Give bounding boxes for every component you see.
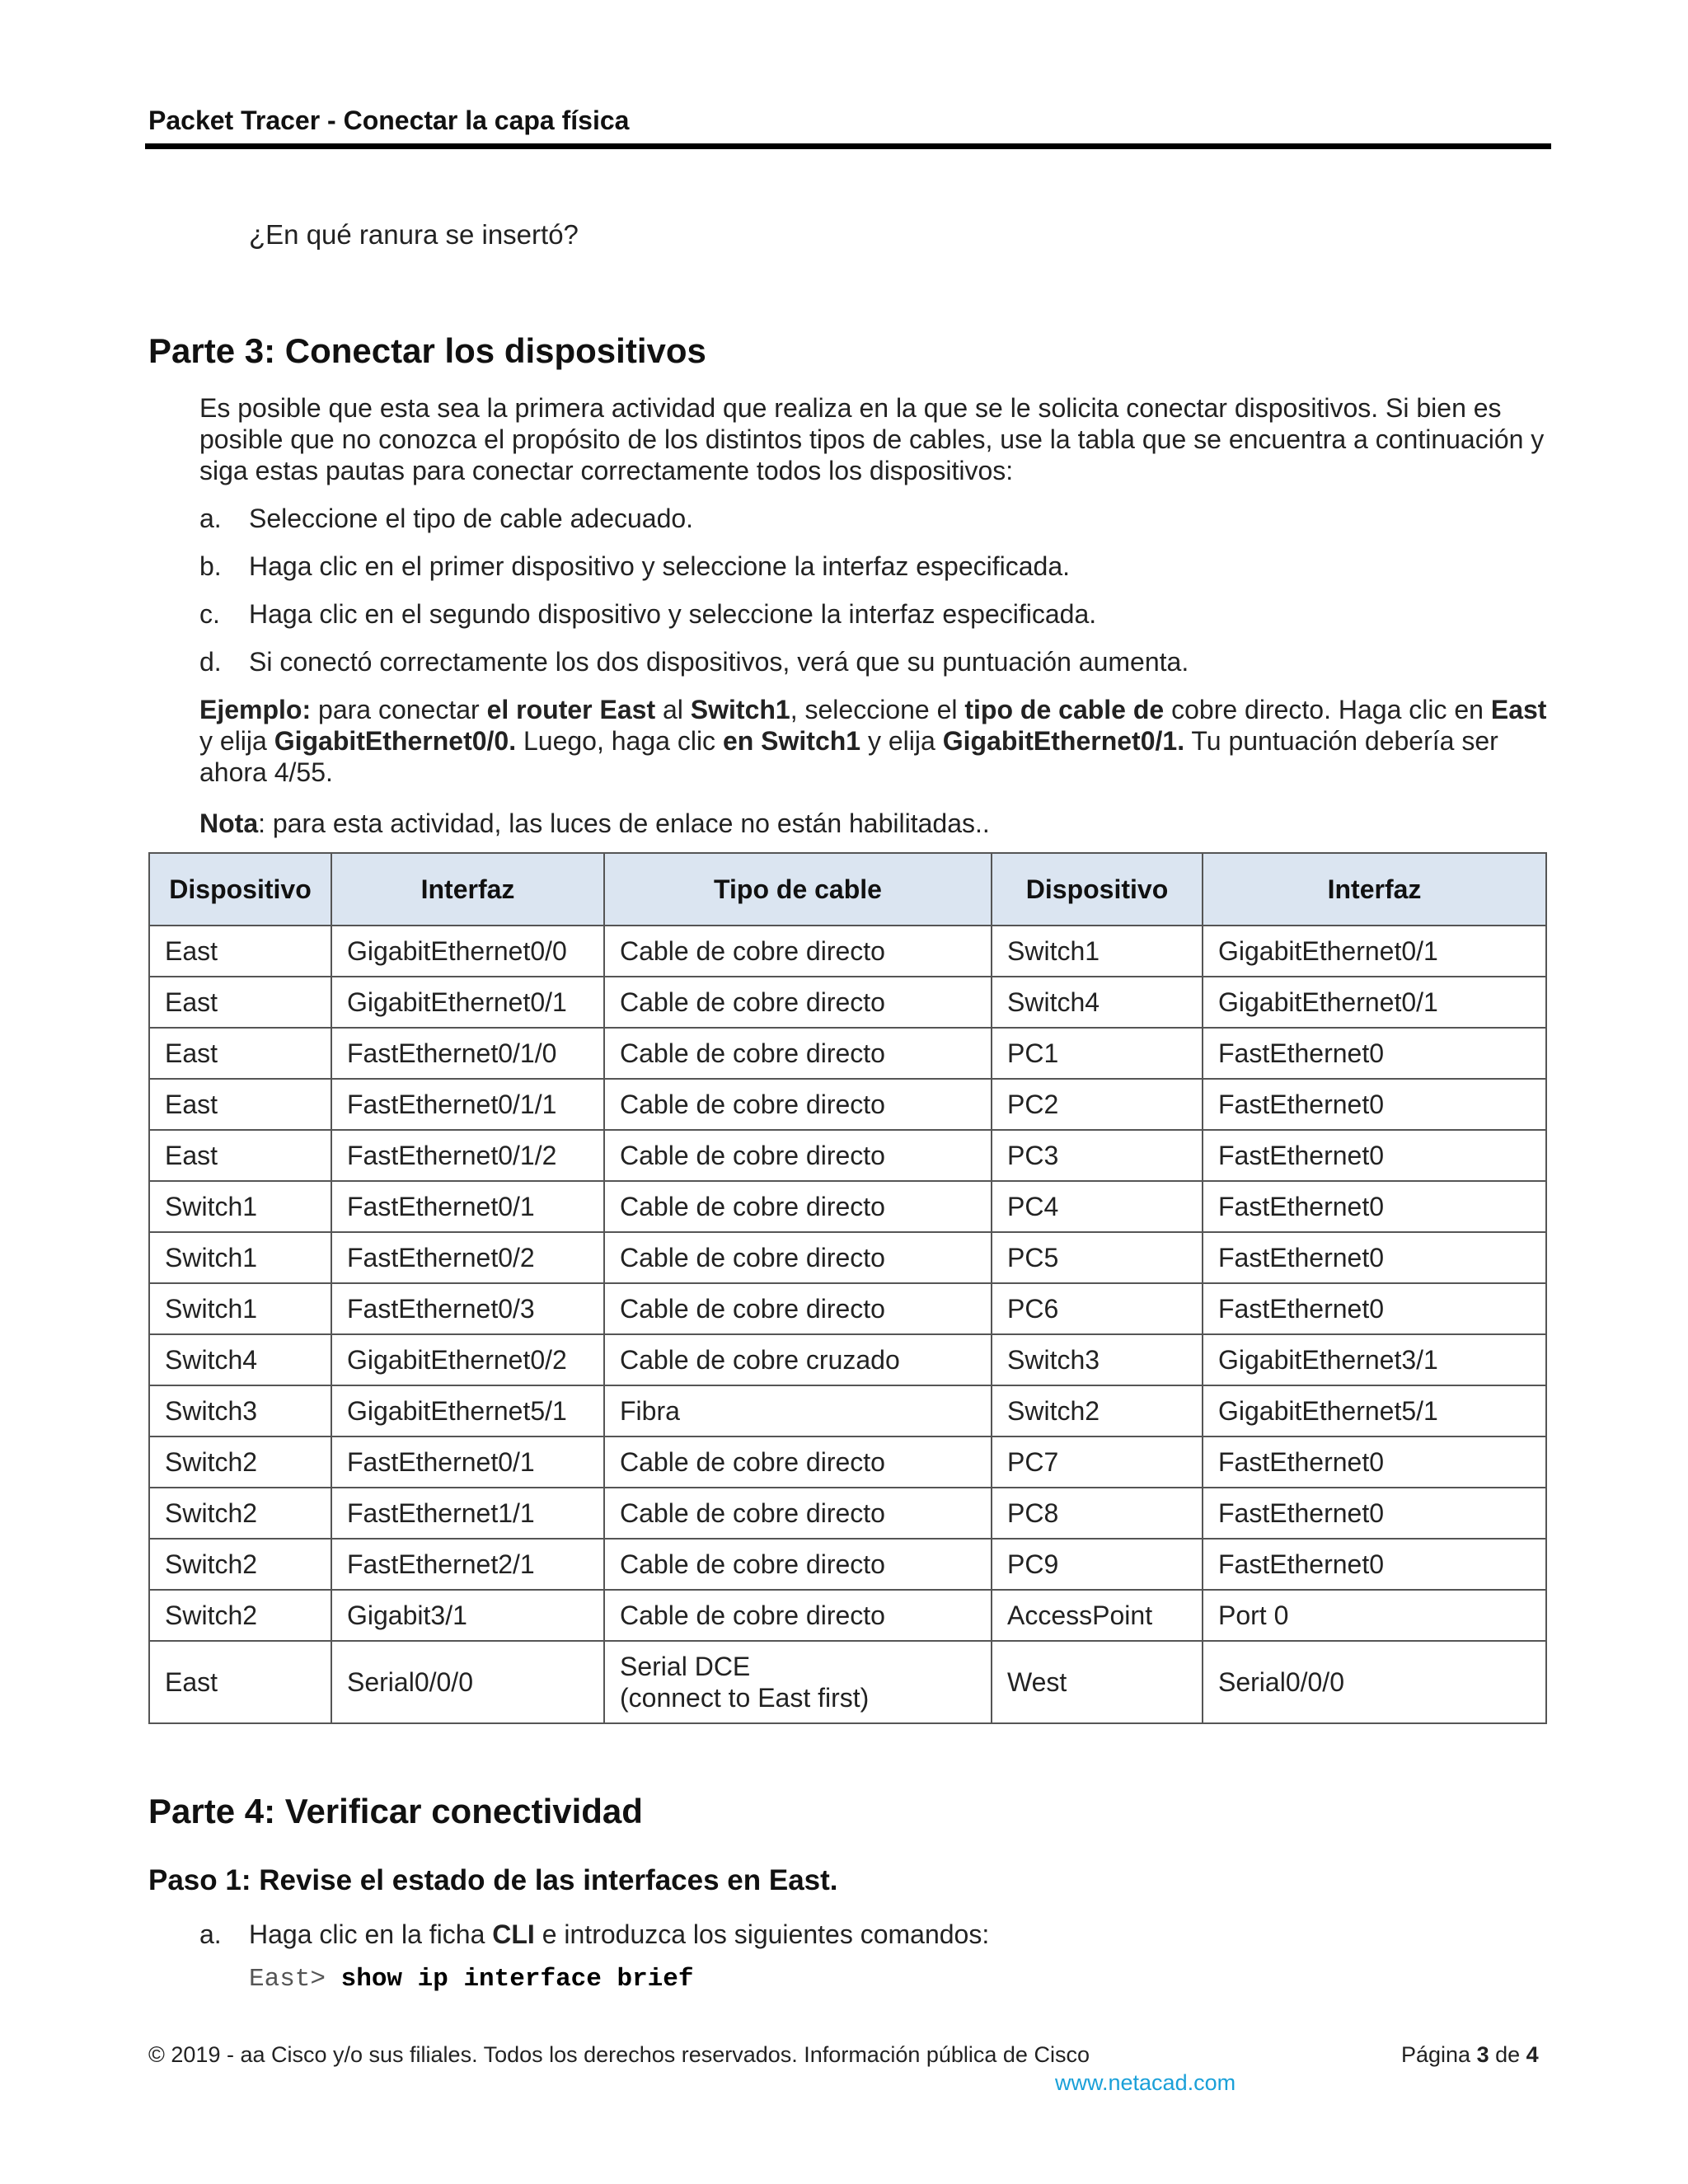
- table-cell: Switch3: [149, 1385, 331, 1436]
- table-cell: FastEthernet0: [1203, 1028, 1546, 1079]
- table-cell: GigabitEthernet0/1: [1203, 926, 1546, 977]
- list-item: [199, 551, 1551, 582]
- table-cell: East: [149, 926, 331, 977]
- table-cell: FastEthernet0: [1203, 1488, 1546, 1539]
- table-cell: Switch2: [149, 1488, 331, 1539]
- table-cell: Serial0/0/0: [331, 1641, 604, 1723]
- table-cell: PC2: [992, 1079, 1203, 1130]
- table-cell: FastEthernet1/1: [331, 1488, 604, 1539]
- table-cell: Switch2: [149, 1590, 331, 1641]
- table-cell: Switch2: [992, 1385, 1203, 1436]
- table-cell: PC7: [992, 1436, 1203, 1488]
- table-cell: Switch3: [992, 1334, 1203, 1385]
- table-cell: East: [149, 1130, 331, 1181]
- table-cell: FastEthernet2/1: [331, 1539, 604, 1590]
- page-label: Página: [1401, 2042, 1477, 2067]
- table-cell: Cable de cobre directo: [604, 926, 992, 977]
- slot-question: ¿En qué ranura se insertó?: [249, 219, 579, 250]
- note-paragraph: [199, 808, 990, 839]
- example-text: y elija: [199, 726, 274, 756]
- step-text: [249, 1919, 989, 1950]
- table-cell: FastEthernet0: [1203, 1283, 1546, 1334]
- table-cell: Switch1: [992, 926, 1203, 977]
- table-cell: FastEthernet0: [1203, 1130, 1546, 1181]
- page-current: 3: [1476, 2042, 1489, 2067]
- table-cell: East: [149, 1028, 331, 1079]
- table-row: [149, 1334, 1546, 1385]
- table-cell: Cable de cobre cruzado: [604, 1334, 992, 1385]
- table-cell: Switch1: [149, 1181, 331, 1232]
- example-bold: Switch1: [690, 695, 790, 724]
- table-cell: Cable de cobre directo: [604, 1181, 992, 1232]
- table-cell: Switch1: [149, 1232, 331, 1283]
- table-cell: FastEthernet0: [1203, 1232, 1546, 1283]
- example-text: para conectar: [311, 695, 487, 724]
- part3-heading: Parte 3: Conectar los dispositivos: [148, 331, 706, 370]
- column-header: Interfaz: [1203, 853, 1546, 926]
- table-row: [149, 1385, 1546, 1436]
- table-cell: Port 0: [1203, 1590, 1546, 1641]
- cli-command: show ip interface brief: [340, 1965, 694, 1994]
- step-letter: d.: [199, 647, 222, 677]
- step-text-part: Haga clic en la ficha: [249, 1919, 493, 1949]
- table-row: [149, 1079, 1546, 1130]
- table-cell: FastEthernet0/2: [331, 1232, 604, 1283]
- table-row: [149, 1130, 1546, 1181]
- table-row: [149, 1028, 1546, 1079]
- step-letter: c.: [199, 599, 220, 629]
- table-cell: Cable de cobre directo: [604, 1488, 992, 1539]
- table-cell: GigabitEthernet5/1: [331, 1385, 604, 1436]
- table-cell: Switch4: [992, 977, 1203, 1028]
- table-cell: FastEthernet0: [1203, 1436, 1546, 1488]
- table-row: [149, 1232, 1546, 1283]
- table-cell: FastEthernet0/1/0: [331, 1028, 604, 1079]
- table-row: [149, 1283, 1546, 1334]
- table-cell: PC4: [992, 1181, 1203, 1232]
- footer-netacad-link[interactable]: www.netacad.com: [1055, 2070, 1236, 2095]
- list-item: [199, 503, 1551, 534]
- example-bold: en Switch1: [722, 726, 861, 756]
- table-cell: PC9: [992, 1539, 1203, 1590]
- example-bold: East: [1490, 695, 1547, 724]
- table-cell: FastEthernet0: [1203, 1079, 1546, 1130]
- step-letter: a.: [199, 1919, 222, 1949]
- table-cell: Fibra: [604, 1385, 992, 1436]
- table-cell: Gigabit3/1: [331, 1590, 604, 1641]
- steps-list: [199, 503, 1551, 694]
- table-cell: PC5: [992, 1232, 1203, 1283]
- table-row: [149, 1436, 1546, 1488]
- note-label: Nota: [199, 808, 259, 838]
- list-item: [199, 598, 1551, 630]
- footer-page-number: [1401, 2042, 1539, 2068]
- table-cell: East: [149, 977, 331, 1028]
- table-cell: FastEthernet0/1/2: [331, 1130, 604, 1181]
- table-cell: West: [992, 1641, 1203, 1723]
- table-cell: Serial DCE (connect to East first): [604, 1641, 992, 1723]
- table-cell: Switch1: [149, 1283, 331, 1334]
- example-text: Tu puntuación debería ser ahora 4/55.: [199, 726, 1498, 787]
- table-cell: Switch4: [149, 1334, 331, 1385]
- example-bold: el router East: [486, 695, 656, 724]
- table-cell: Switch2: [149, 1436, 331, 1488]
- table-row: [149, 977, 1546, 1028]
- example-bold: GigabitEthernet0/1.: [942, 726, 1185, 756]
- table-cell: Cable de cobre directo: [604, 1436, 992, 1488]
- cli-prompt: East>: [249, 1965, 341, 1994]
- step-text: Haga clic en el primer dispositivo y seleccione la interfaz especificada.: [249, 551, 1071, 581]
- step-text: Haga clic en el segundo dispositivo y seleccione la interfaz especificada.: [249, 599, 1097, 629]
- table-cell: FastEthernet0/3: [331, 1283, 604, 1334]
- table-row: [149, 1539, 1546, 1590]
- table-cell: GigabitEthernet0/2: [331, 1334, 604, 1385]
- step-text: Si conectó correctamente los dos dispositivos, verá que su puntuación aumenta.: [249, 647, 1189, 677]
- table-cell: Cable de cobre directo: [604, 1539, 992, 1590]
- table-cell: Cable de cobre directo: [604, 1232, 992, 1283]
- column-header: Tipo de cable: [604, 853, 992, 926]
- column-header: Dispositivo: [992, 853, 1203, 926]
- list-item: [199, 646, 1551, 677]
- step-text: Seleccione el tipo de cable adecuado.: [249, 504, 694, 533]
- example-text: y elija: [860, 726, 943, 756]
- table-cell: GigabitEthernet0/1: [331, 977, 604, 1028]
- example-label: Ejemplo:: [199, 695, 312, 724]
- note-text: : para esta actividad, las luces de enlace no están habilitadas..: [258, 808, 990, 838]
- table-cell: GigabitEthernet5/1: [1203, 1385, 1546, 1436]
- example-text: cobre directo. Haga clic en: [1164, 695, 1491, 724]
- column-header: Dispositivo: [149, 853, 331, 926]
- table-row: [149, 1181, 1546, 1232]
- table-cell: Cable de cobre directo: [604, 1130, 992, 1181]
- table-cell: PC6: [992, 1283, 1203, 1334]
- page-of: de: [1489, 2042, 1526, 2067]
- part3-intro: Es posible que esta sea la primera actividad que realiza en la que se le solicita conectar dispositivos. Si bien es posible que no conozca el propósito de los distintos tipos de cables, use la tabla que se encuentra a continuación y siga estas pautas para conectar correctamente todos los dispositivos:: [199, 393, 1545, 485]
- table-cell: GigabitEthernet0/0: [331, 926, 604, 977]
- step-letter: b.: [199, 551, 222, 581]
- table-cell: FastEthernet0/1: [331, 1181, 604, 1232]
- footer-copyright: © 2019 - aa Cisco y/o sus filiales. Todos los derechos reservados. Información pública de Cisco: [148, 2042, 1090, 2067]
- example-paragraph: [199, 694, 1551, 788]
- table-cell: Cable de cobre directo: [604, 1028, 992, 1079]
- step1-heading: Paso 1: Revise el estado de las interfaces en East.: [148, 1864, 838, 1896]
- page-total: 4: [1526, 2042, 1539, 2067]
- table-cell: FastEthernet0: [1203, 1539, 1546, 1590]
- table-row: [149, 1590, 1546, 1641]
- table-cell: FastEthernet0: [1203, 1181, 1546, 1232]
- table-cell: East: [149, 1079, 331, 1130]
- cli-tab-name: CLI: [492, 1919, 535, 1949]
- table-cell: PC1: [992, 1028, 1203, 1079]
- table-cell: GigabitEthernet0/1: [1203, 977, 1546, 1028]
- table-cell: Cable de cobre directo: [604, 1079, 992, 1130]
- step-text-part: e introduzca los siguientes comandos:: [534, 1919, 990, 1949]
- part4-heading: Parte 4: Verificar conectividad: [148, 1792, 643, 1830]
- example-text: Luego, haga clic: [516, 726, 723, 756]
- table-cell: PC3: [992, 1130, 1203, 1181]
- column-header: Interfaz: [331, 853, 604, 926]
- example-text: al: [655, 695, 691, 724]
- step-letter: a.: [199, 504, 222, 533]
- example-bold: GigabitEthernet0/0.: [274, 726, 517, 756]
- table-cell: Cable de cobre directo: [604, 977, 992, 1028]
- table-cell: FastEthernet0/1/1: [331, 1079, 604, 1130]
- page-header-title: Packet Tracer - Conectar la capa física: [148, 105, 630, 135]
- table-cell: FastEthernet0/1: [331, 1436, 604, 1488]
- table-cell: East: [149, 1641, 331, 1723]
- table-cell: Serial0/0/0: [1203, 1641, 1546, 1723]
- table-cell: PC8: [992, 1488, 1203, 1539]
- table-row: [149, 1641, 1546, 1723]
- table-cell: GigabitEthernet3/1: [1203, 1334, 1546, 1385]
- table-cell: Switch2: [149, 1539, 331, 1590]
- cli-command-line: [249, 1965, 694, 1994]
- table-cell: Cable de cobre directo: [604, 1283, 992, 1334]
- header-divider: [145, 143, 1551, 149]
- example-bold: tipo de cable de: [964, 695, 1165, 724]
- table-cell: AccessPoint: [992, 1590, 1203, 1641]
- cable-connections-table: [148, 852, 1547, 1724]
- table-header-row: [149, 853, 1546, 926]
- table-row: [149, 926, 1546, 977]
- table-cell: Cable de cobre directo: [604, 1590, 992, 1641]
- example-text: , seleccione el: [790, 695, 965, 724]
- table-row: [149, 1488, 1546, 1539]
